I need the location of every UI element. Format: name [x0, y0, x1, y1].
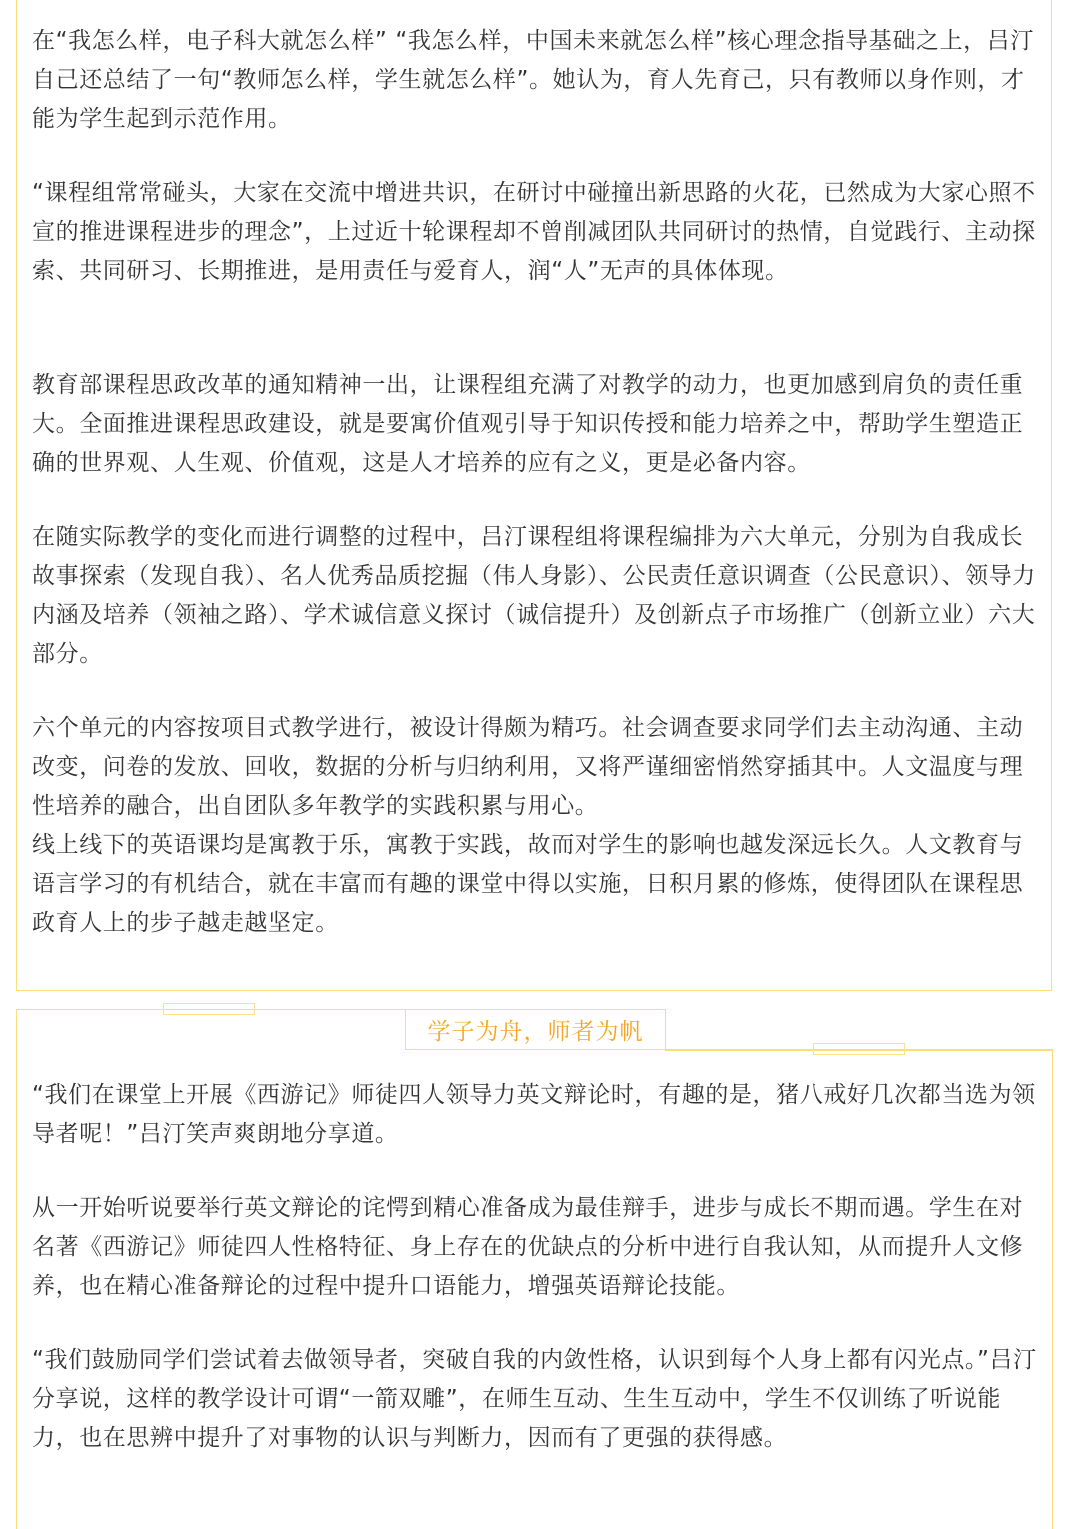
- section-2-paragraph-2: 从一开始听说要举行英文辩论的诧愕到精心准备成为最佳辩手，进步与成长不期而遇。学生在对名著《西游记》师徒四人性格特征、身上存在的优缺点的分析中进行自我认知，从而提升人文修养，也在精心准备辩论的过程中提升口语能力，增强英语辩论技能。: [32, 1195, 1024, 1299]
- section-1-paragraph-6: 线上线下的英语课均是寓教于乐，寓教于实践，故而对学生的影响也越发深远长久。人文教育与语言学习的有机结合，就在丰富而有趣的课堂中得以实施，日积月累的修炼，使得团队在课程思政育人上的步子越走越坚定。: [32, 832, 1024, 936]
- section-1-paragraph-1: 在“我怎么样，电子科大就怎么样” “我怎么样，中国未来就怎么样”核心理念指导基础之上，吕汀自己还总结了一句“教师怎么样，学生就怎么样”。她认为，育人先育己，只有教师以身作则，才能为学生起到示范作用。: [32, 28, 1034, 132]
- section-2-title-box: [405, 1009, 666, 1050]
- section-1-paragraph-5: 六个单元的内容按项目式教学进行，被设计得颇为精巧。社会调查要求同学们去主动沟通、主动改变，问卷的发放、回收，数据的分析与归纳利用，又将严谨细密悄然穿插其中。人文温度与理性培养的融合，出自团队多年教学的实践积累与用心。: [32, 715, 1024, 819]
- decorative-bar-left: [163, 1003, 255, 1015]
- section-1-paragraph-3: 教育部课程思政改革的通知精神一出，让课程组充满了对教学的动力，也更加感到肩负的责任重大。全面推进课程思政建设，就是要寓价值观引导于知识传授和能力培养之中，帮助学生塑造正确的世界观、人生观、价值观，这是人才培养的应有之义，更是必备内容。: [32, 372, 1024, 476]
- section-2-title: 学子为舟，师者为帆: [427, 1019, 644, 1045]
- section-1-paragraph-2: “课程组常常碰头，大家在交流中增进共识，在研讨中碰撞出新思路的火花，已然成为大家心照不宣的推进课程进步的理念”，上过近十轮课程却不曾削减团队共同研讨的热情，自觉践行、主动探索、共同研习、长期推进，是用责任与爱育人，润“人”无声的具体体现。: [32, 180, 1036, 284]
- section-2-paragraph-3: “我们鼓励同学们尝试着去做领导者，突破自我的内敛性格，认识到每个人身上都有闪光点。”吕汀分享说，这样的教学设计可谓“一箭双雕”，在师生互动、生生互动中，学生不仅训练了听说能力，也在思辨中提升了对事物的认识与判断力，因而有了更强的获得感。: [32, 1347, 1037, 1451]
- decorative-bar-right: [813, 1043, 905, 1055]
- section-2-paragraph-1: “我们在课堂上开展《西游记》师徒四人领导力英文辩论时，有趣的是，猪八戒好几次都当选为领导者呢！”吕汀笑声爽朗地分享道。: [32, 1082, 1036, 1147]
- section-1-paragraph-4: 在随实际教学的变化而进行调整的过程中，吕汀课程组将课程编排为六大单元，分别为自我成长故事探索（发现自我）、名人优秀品质挖掘（伟人身影）、公民责任意识调查（公民意识）、领导力内涵及培养（领袖之路）、学术诚信意义探讨（诚信提升）及创新点子市场推广（创新立业）六大部分。: [32, 524, 1036, 667]
